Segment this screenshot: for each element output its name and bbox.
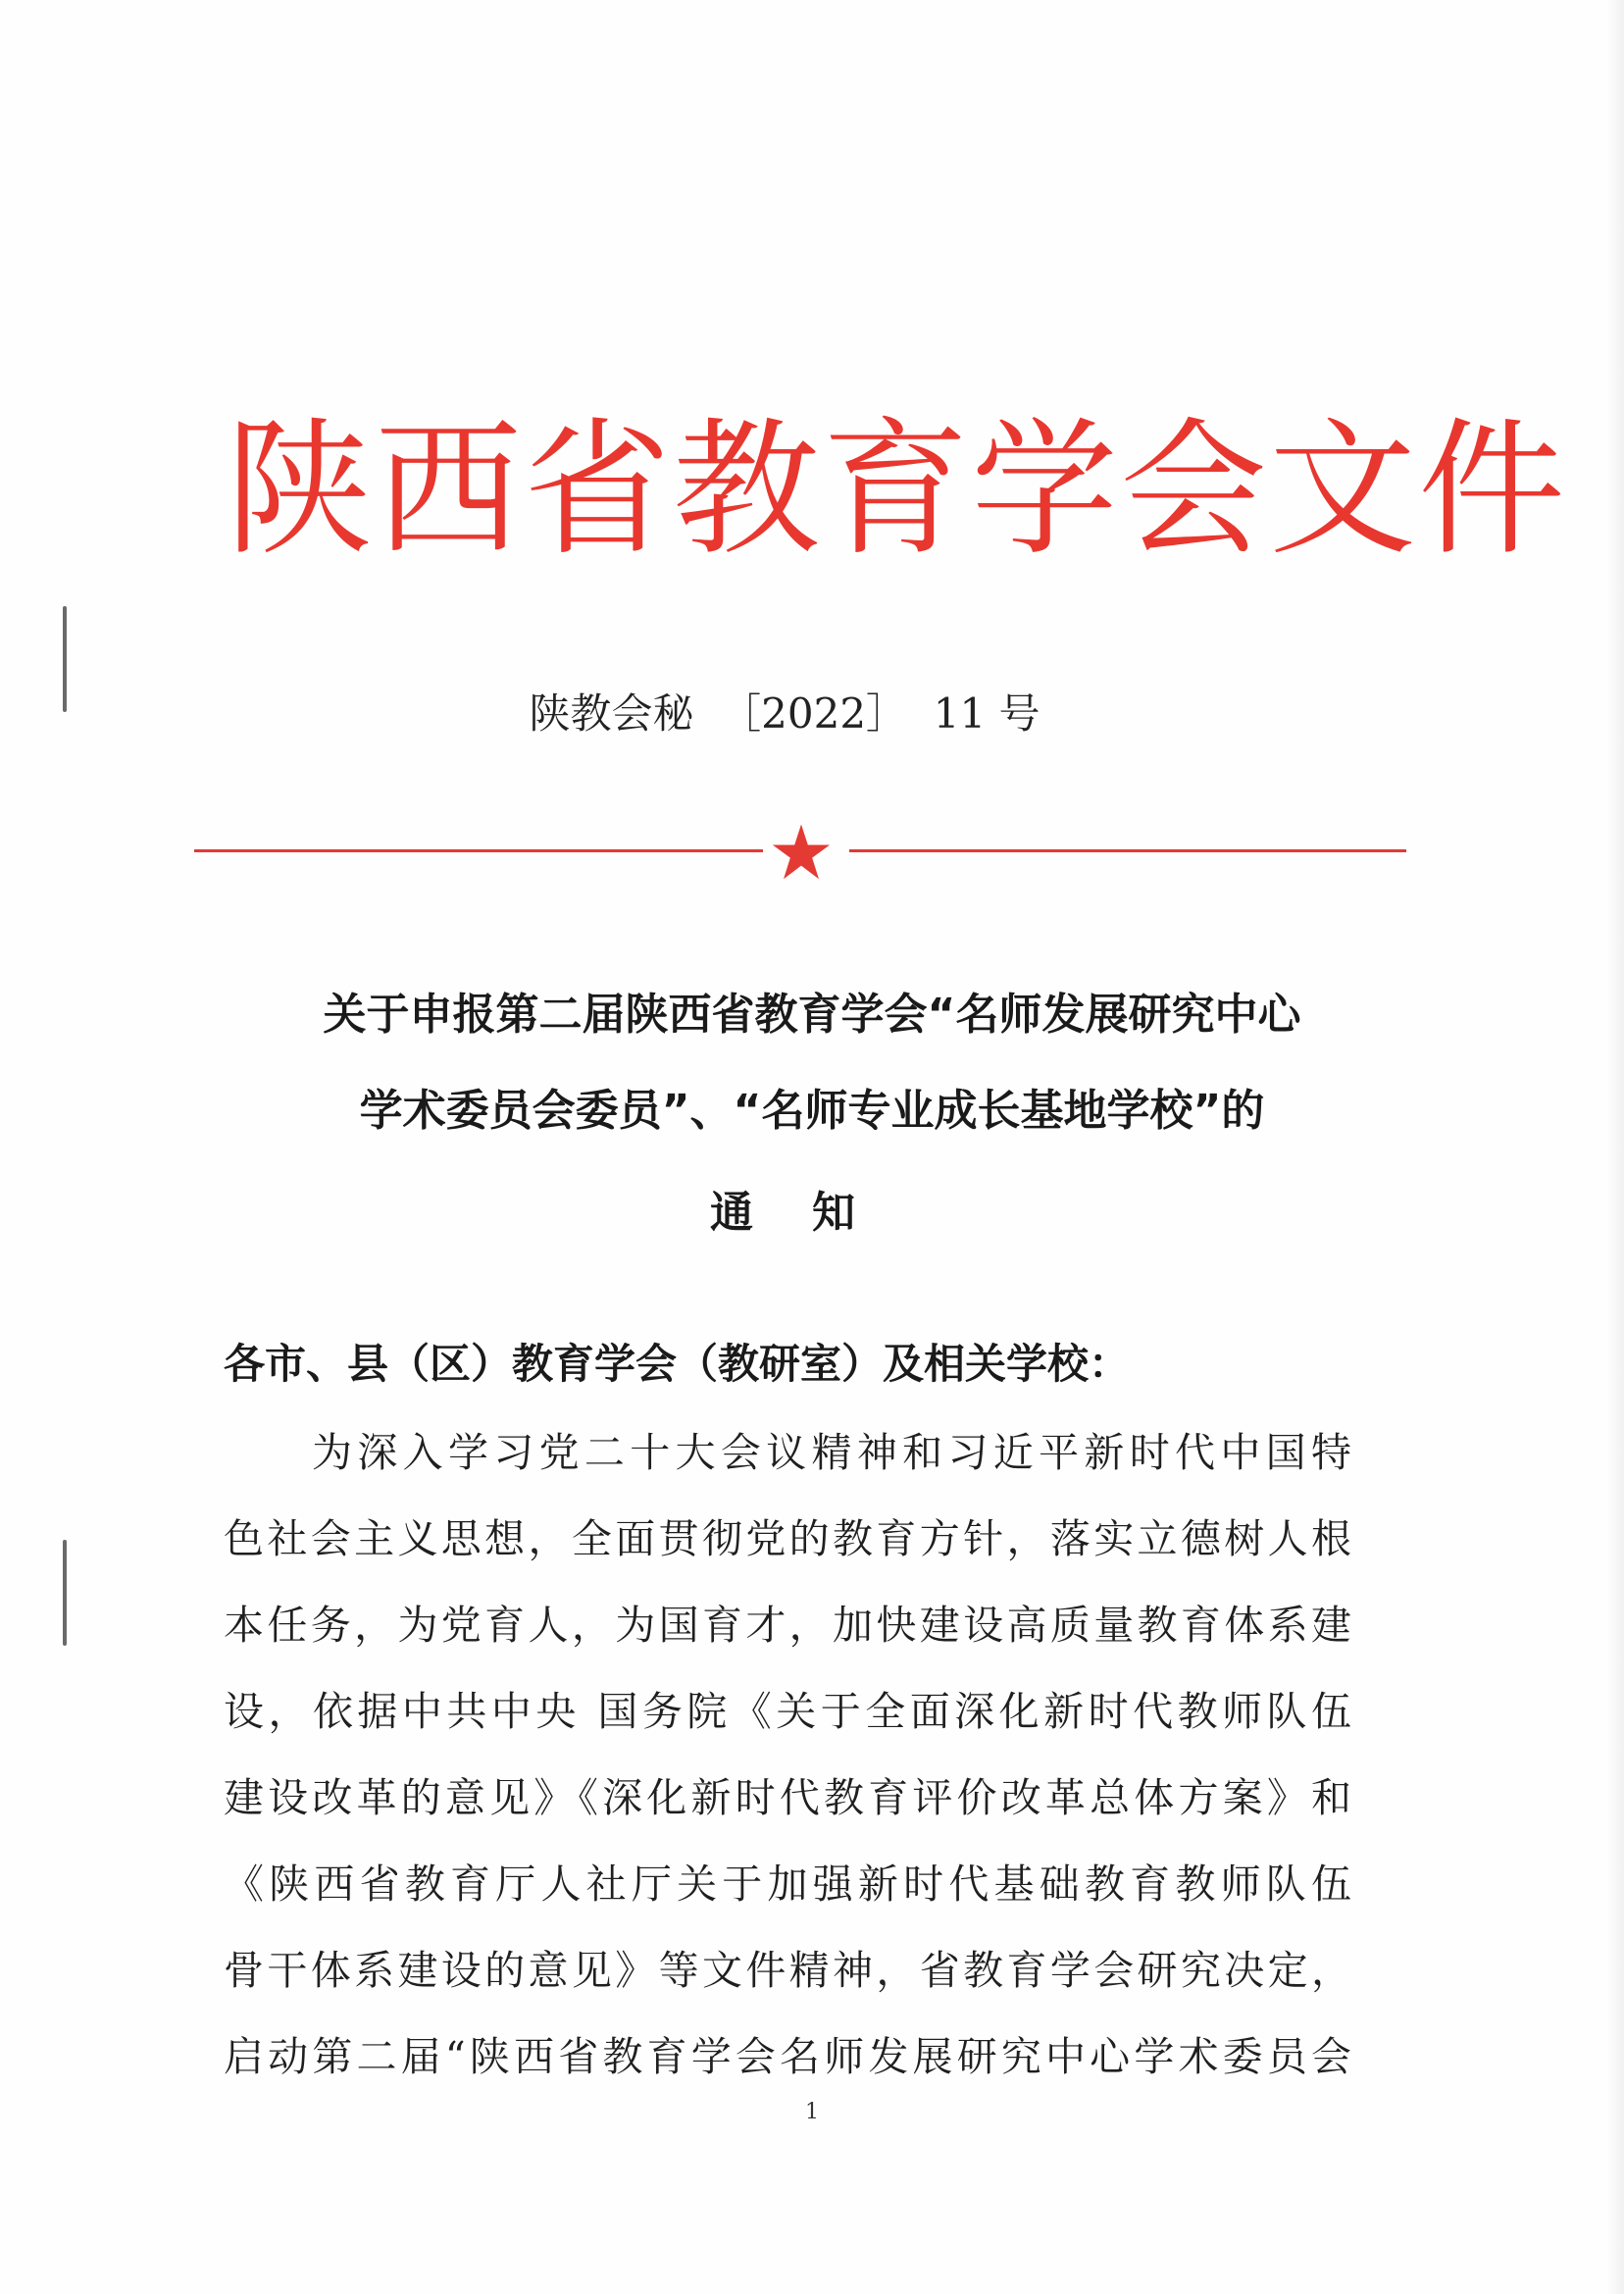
- page-number: 1: [805, 2100, 819, 2124]
- body-line-1: 为深入学习党二十大会议精神和习近平新时代中国特: [312, 1429, 1351, 1476]
- body-line-5: 建设改革的意见》《深化新时代教育评价改革总体方案》和: [224, 1774, 1351, 1821]
- body-line-7: 骨干体系建设的意见》等文件精神，省教育学会研究决定，: [224, 1947, 1351, 1994]
- body-line-2: 色社会主义思想，全面贯彻党的教育方针，落实立德树人根: [224, 1515, 1351, 1562]
- scan-edge: [1608, 0, 1624, 2294]
- staple-bottom: [63, 1540, 67, 1646]
- salutation: 各市、县（区）教育学会（教研室）及相关学校：: [224, 1340, 1131, 1388]
- issuer-header-title: 陕西省教育学会文件: [226, 405, 1568, 576]
- body-line-4: 设，依据中共中央 国务院《关于全面深化新时代教师队伍: [224, 1688, 1351, 1735]
- staple-top: [63, 606, 67, 712]
- red-rule-right: [849, 849, 1406, 852]
- red-star-icon: [771, 822, 832, 883]
- document-number: 陕教会秘 ［2022］ 11 号: [529, 689, 1040, 738]
- body-line-6: 《陕西省教育厅人社厅关于加强新时代基础教育教师队伍: [224, 1861, 1351, 1908]
- notice-title-line-2: 学术委员会委员”、“名师专业成长基地学校”的: [359, 1086, 1265, 1136]
- notice-title-line-1: 关于申报第二届陕西省教育学会“名师发展研究中心: [323, 990, 1301, 1040]
- red-rule-left: [194, 849, 763, 852]
- body-line-8: 启动第二届“陕西省教育学会名师发展研究中心学术委员会: [224, 2033, 1351, 2080]
- body-line-3: 本任务，为党育人，为国育才，加快建设高质量教育体系建: [224, 1602, 1351, 1649]
- notice-title-line-3: 通知: [710, 1188, 914, 1238]
